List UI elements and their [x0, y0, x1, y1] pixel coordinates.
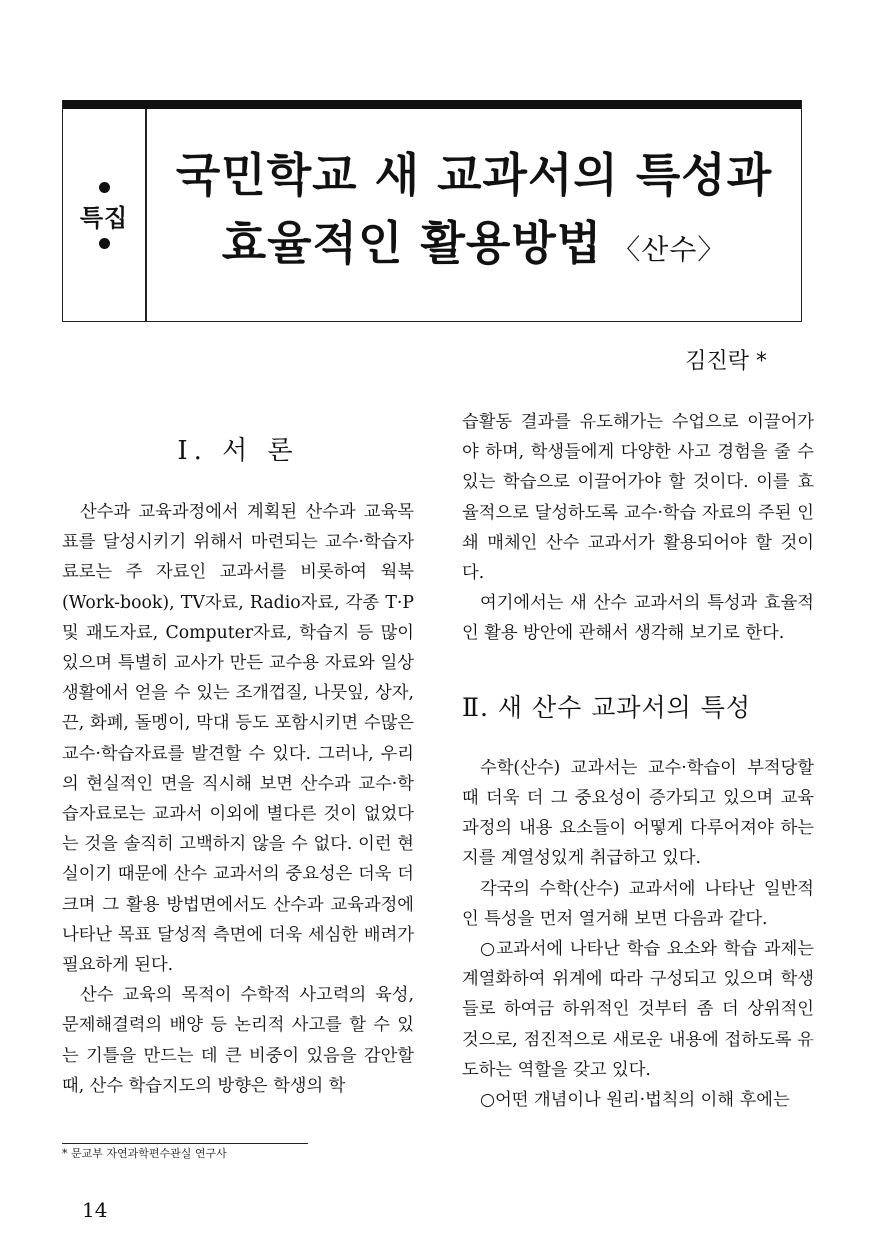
title-box	[62, 100, 802, 322]
right-column	[462, 407, 814, 1115]
title-top-bar	[63, 100, 801, 109]
paragraph: 산수과 교육과정에서 계획된 산수과 교육목표를 달성시키기 위해서 마련되는 교수·학습자료로는 주 자료인 교과서를 비롯하여 웍북(Work-book), TV자료, Radio자료, 각종 T·P 및 괘도자료, Computer자료, 학습지 등 많이 있으며 특별히 교사가 만든 교수용 자료와 일상생활에서 얻을 수 있는 조개껍질, 나뭇잎, 상자, 끈, 화폐, 돌멩이, 막대 등도 포함시키면 수많은 교수·학습자료를 발견할 수 있다. 그러나, 우리의 현실적인 면을 직시해 보면 산수과 교수·학습자료로는 교과서 이외에 별다른 것이 없었다는 것을 솔직히 고백하지 않을 수 없다. 이런 현실이기 때문에 산수 교과서의 중요성은 더욱 더 크며 그 활용 방법면에서도 산수과 교육과정에 나타난 목표 달성적 측면에 더욱 세심한 배려가 필요하게 된다.	[62, 502, 414, 976]
title-line-2	[147, 210, 801, 283]
left-column	[62, 497, 414, 1101]
paragraph: 각국의 수학(산수) 교과서에 나타난 일반적인 특성을 먼저 열거해 보면 다음과 같다.	[462, 878, 814, 929]
article-title	[147, 140, 801, 283]
paragraph: 산수 교육의 목적이 수학적 사고력의 육성, 문제해결력의 배양 등 논리적 사고를 할 수 있는 기틀을 만드는 데 큰 비중이 있음을 감안할 때, 산수 학습지도의 방향은 학생의 학	[62, 985, 414, 1096]
page-number: 14	[82, 1198, 108, 1222]
feature-tag-label: 특집	[79, 203, 129, 232]
paragraph: 수학(산수) 교과서는 교수·학습이 부적당할 때 더욱 더 그 중요성이 증가되고 있으며 교육과정의 내용 요소들이 어떻게 다루어져야 하는지를 계열성있게 취급하고 있다.	[462, 757, 814, 869]
title-line-1: 국민학교 새 교과서의 특성과	[175, 148, 773, 202]
footnote-rule	[62, 1143, 308, 1144]
paragraph: ○교과서에 나타난 학습 요소와 학습 과제는 계열화하여 위계에 따라 구성되고 있으며 학생들로 하여금 하위적인 것부터 좀 더 상위적인 것으로, 점진적으로 새로운 내용에 접하도록 유도하는 역할을 갖고 있다.	[462, 939, 814, 1080]
paragraph: ○어떤 개념이나 원리·법칙의 이해 후에는	[480, 1090, 790, 1111]
title-subject: 〈산수〉	[612, 233, 727, 266]
bullet-dot-icon	[99, 238, 110, 249]
feature-tag	[63, 109, 145, 321]
title-line-2-text: 효율적인 활용방법	[221, 216, 603, 270]
section-1-heading: Ⅰ. 서 론	[177, 436, 299, 466]
author-name: 김진락 *	[685, 349, 767, 374]
paragraph: 습활동 결과를 유도해가는 수업으로 이끌어가야 하며, 학생들에게 다양한 사고 경험을 줄 수 있는 학습으로 이끌어가야 할 것이다. 이를 효율적으로 달성하도록 교수·학습 자료의 주된 인쇄 매체인 산수 교과서가 활용되어야 할 것이다.	[462, 412, 814, 584]
section-2-heading: Ⅱ. 새 산수 교과서의 특성	[462, 692, 752, 722]
paragraph: 여기에서는 새 산수 교과서의 특성과 효율적인 활용 방안에 관해서 생각해 보기로 한다.	[462, 593, 814, 644]
bullet-dot-icon	[99, 182, 110, 193]
footnote: * 문교부 자연과학편수관실 연구사	[62, 1147, 227, 1160]
